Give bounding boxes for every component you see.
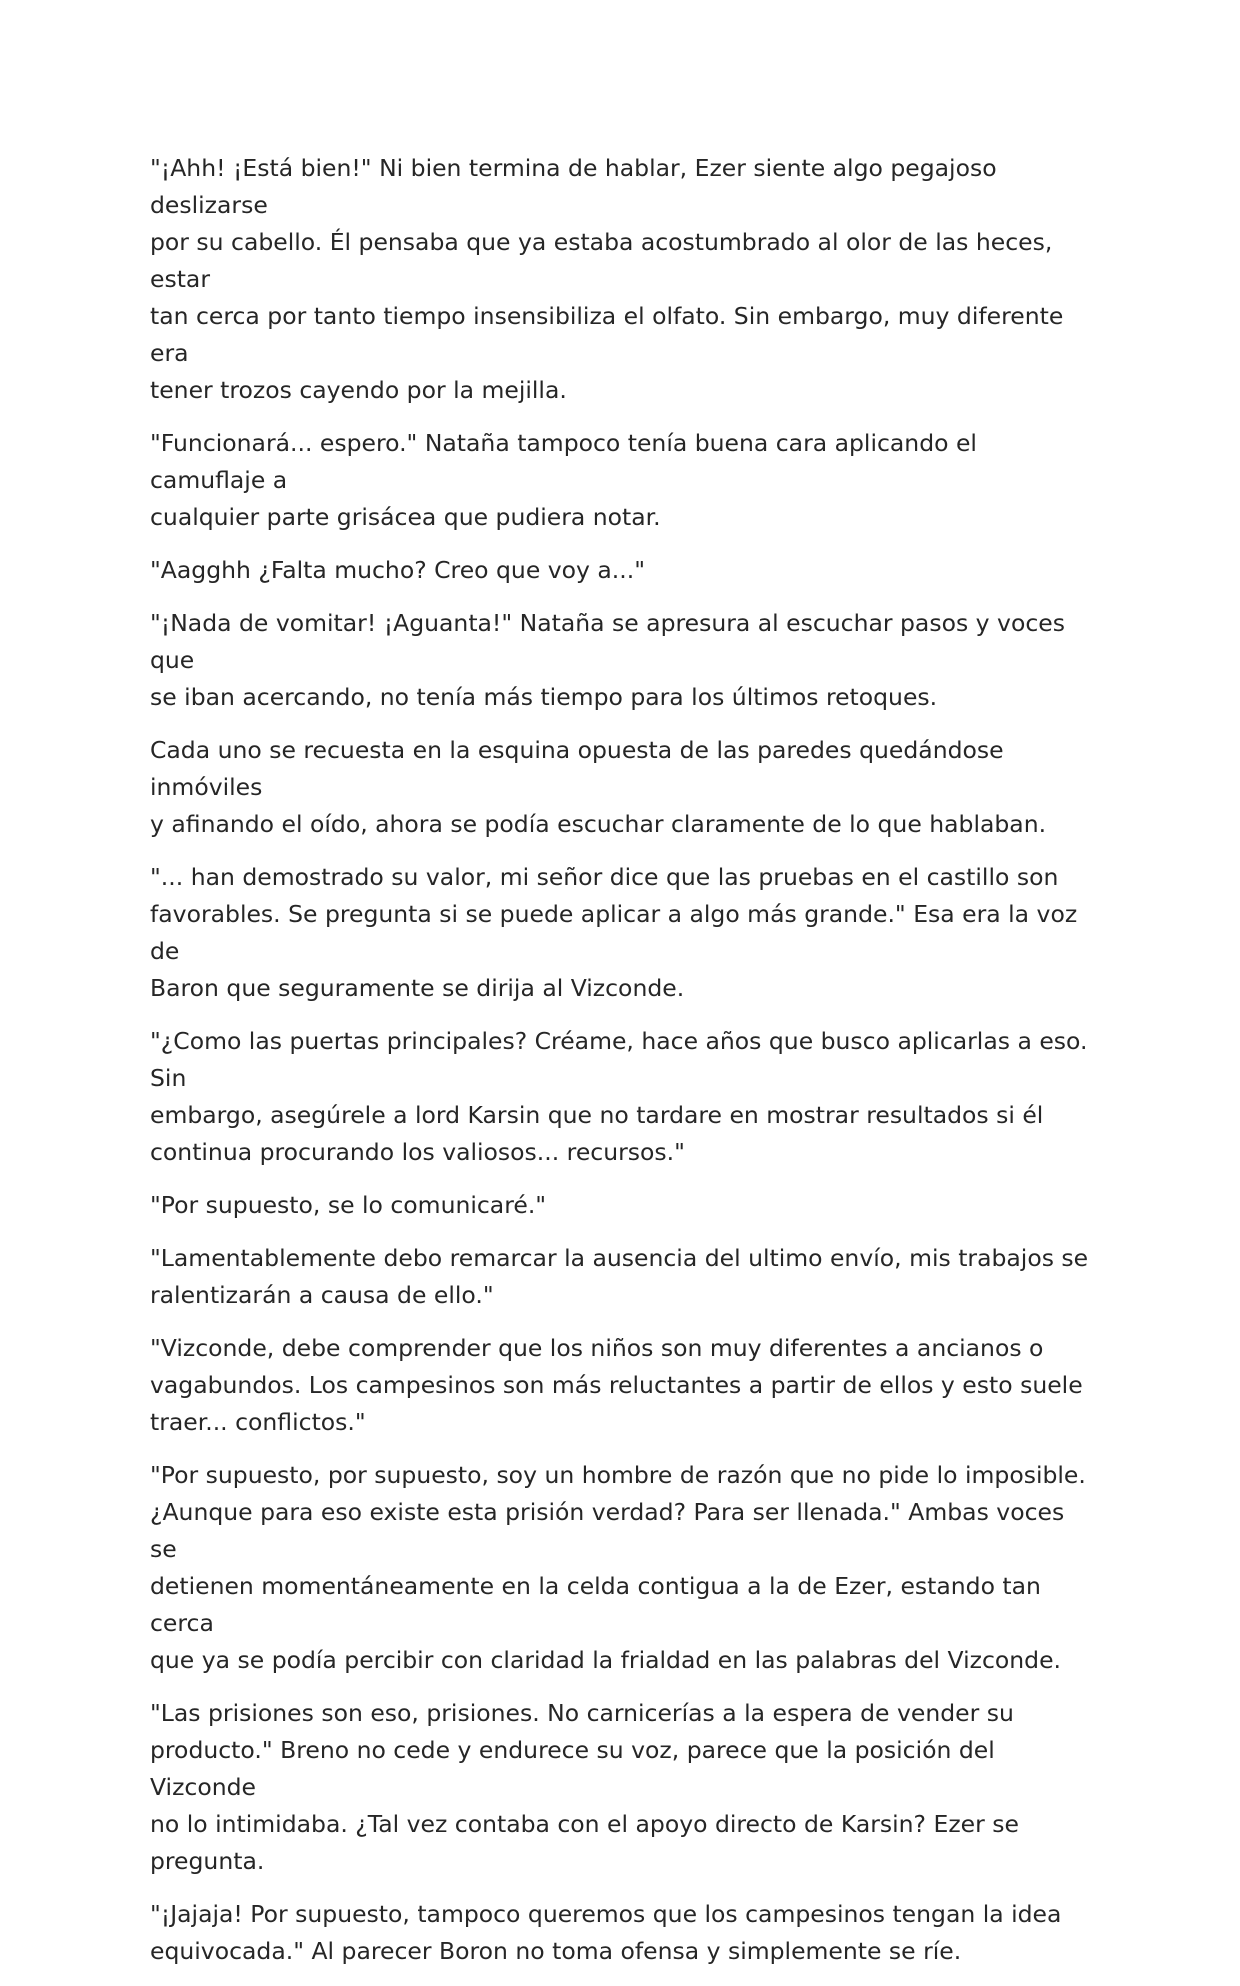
paragraph: "Por supuesto, se lo comunicaré.": [150, 1191, 547, 1219]
paragraph: Cada uno se recuesta en la esquina opuesta de las paredes quedándose inmóviles y afinando el oído, ahora se podía escuchar claramente de lo que hablaban.: [150, 736, 1047, 838]
paragraph: "Aagghh ¿Falta mucho? Creo que voy a...": [150, 556, 646, 584]
paragraph: "Funcionará... espero." Nataña tampoco tenía buena cara aplicando el camuflaje a cualquier parte grisácea que pudiera notar.: [150, 429, 977, 531]
paragraph: "¿Como las puertas principales? Créame, hace años que busco aplicarlas a eso. Sin embargo, asegúrele a lord Karsin que no tardare en mostrar resultados si él continua procurando los valiosos... recursos.": [150, 1027, 1088, 1166]
paragraph: "Las prisiones son eso, prisiones. No carnicerías a la espera de vender su producto." Breno no cede y endurece su voz, parece que la posición del Vizconde no lo intimidaba. ¿Tal vez contaba con el apoyo directo de Karsin? Ezer se pregunta.: [150, 1699, 1019, 1875]
document-body: [150, 150, 1095, 1986]
paragraph: "Lamentablemente debo remarcar la ausencia del ultimo envío, mis trabajos se ralentizarán a causa de ello.": [150, 1244, 1089, 1309]
paragraph: "¡Jajaja! Por supuesto, tampoco queremos que los campesinos tengan la idea equivocada." Al parecer Boron no toma ofensa y simplemente se ríe.: [150, 1900, 1062, 1965]
paragraph: "Vizconde, debe comprender que los niños son muy diferentes a ancianos o vagabundos. Los campesinos son más reluctantes a partir de ellos y esto suele traer... conflictos.": [150, 1334, 1083, 1436]
paragraph: "Por supuesto, por supuesto, soy un hombre de razón que no pide lo imposible. ¿Aunque para eso existe esta prisión verdad? Para ser llenada." Ambas voces se detienen momentáneamente en la celda contigua a la de Ezer, estando tan cerca que ya se podía percibir con claridad la frialdad en las palabras del Vizconde.: [150, 1461, 1086, 1674]
paragraph: "¡Ahh! ¡Está bien!" Ni bien termina de hablar, Ezer siente algo pegajoso deslizarse por su cabello. Él pensaba que ya estaba acostumbrado al olor de las heces, estar tan cerca por tanto tiempo insensibiliza el olfato. Sin embargo, muy diferente era tener trozos cayendo por la mejilla.: [150, 154, 1064, 404]
paragraph: "¡Nada de vomitar! ¡Aguanta!" Nataña se apresura al escuchar pasos y voces que se iban acercando, no tenía más tiempo para los últimos retoques.: [150, 609, 1065, 711]
paragraph: "... han demostrado su valor, mi señor dice que las pruebas en el castillo son favorables. Se pregunta si se puede aplicar a algo más grande." Esa era la voz de Baron que seguramente se dirija al Vizconde.: [150, 863, 1078, 1002]
